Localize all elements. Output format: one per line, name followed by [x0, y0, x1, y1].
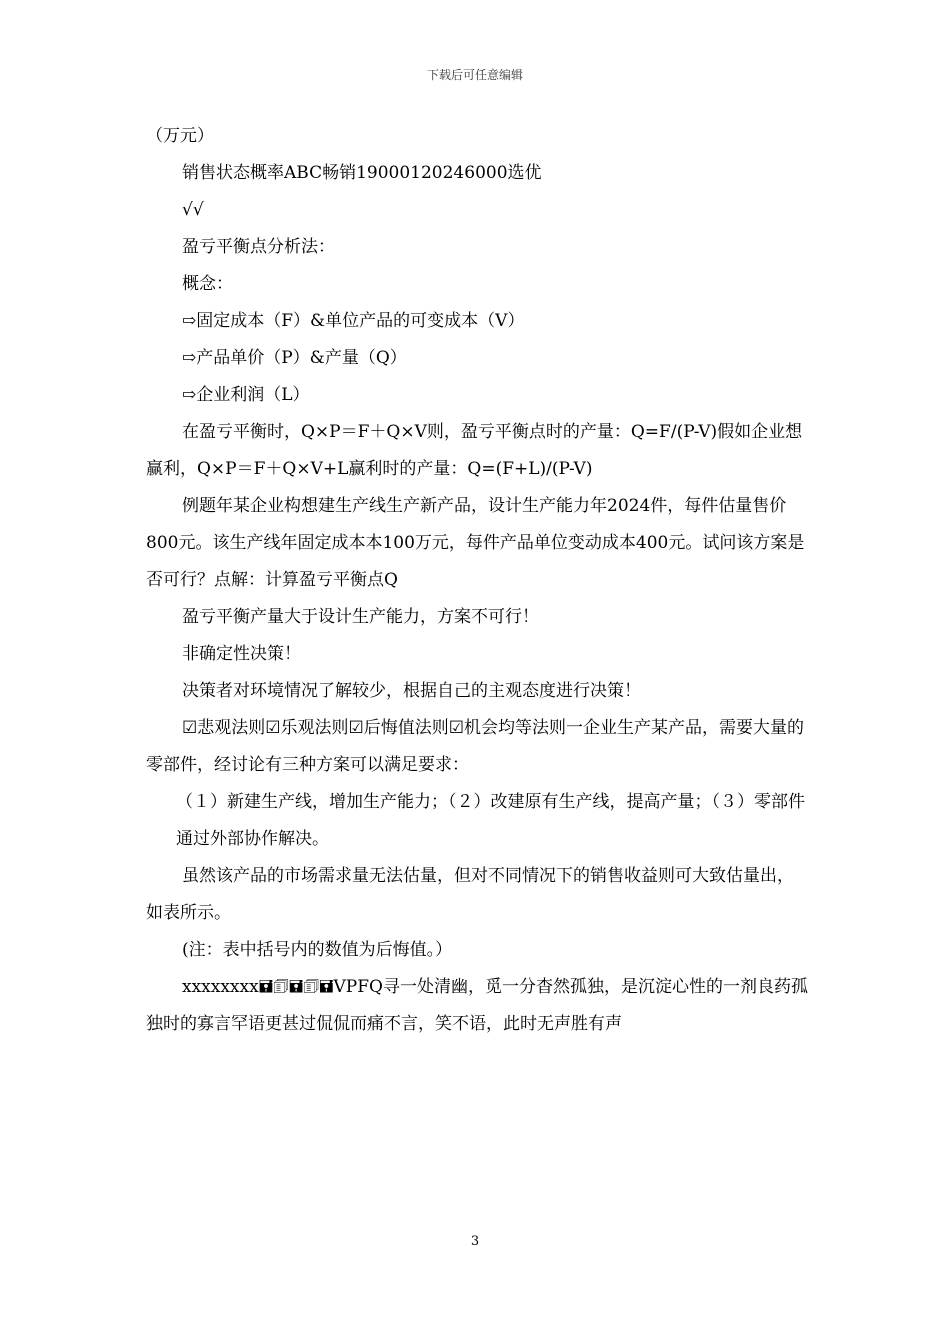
paragraph-sales-status: 销售状态概率ABC畅销19000120246000选优: [182, 163, 542, 183]
paragraph-example: 例题年某企业构想建生产线生产新产品，设计生产能力年2024件，每件估量售价800元。该生产线年固定成本本100万元，每件产品单位变动成本400元。试问该方案是否可行？点解：计算盈亏平衡点Q: [146, 496, 805, 590]
paragraph-breakeven-formula: 在盈亏平衡时，Q×P＝F＋Q×V则，盈亏平衡点时的产量：Q=F/(P-V)假如企业想赢利，Q×P＝F＋Q×V+L赢利时的产量：Q=(F+L)/(P-V): [146, 422, 803, 479]
bullet-profit: ⇨企业利润（L）: [182, 385, 310, 405]
paragraph-options: （１）新建生产线，增加生产能力；（２）改建原有生产线，提高产量；（３）零部件通过外部协作解决。: [176, 792, 805, 849]
heading-breakeven-analysis: 盈亏平衡点分析法：: [182, 237, 335, 257]
paragraph-filler-text: xxxxxxxx🖬🗊🖬🗊🖬VPFQ寻一处清幽，觅一分杳然孤独，是沉淀心性的一剂良药孤独时的寡言罕语更甚过侃侃而痛不言，笑不语，此时无声胜有声: [146, 977, 808, 1034]
paragraph-unit: （万元）: [146, 126, 214, 146]
bullet-fixed-cost: ⇨固定成本（F）&单位产品的可变成本（V）: [182, 311, 525, 331]
document-body: [146, 118, 810, 1043]
paragraph-note: (注：表中括号内的数值为后悔值。）: [182, 940, 453, 960]
bullet-unit-price: ⇨产品单价（P）&产量（Q）: [182, 348, 407, 368]
page-number: 3: [470, 1234, 480, 1249]
page-header: 下载后可任意编辑: [426, 68, 523, 82]
paragraph-decision-maker: 决策者对环境情况了解较少，根据自己的主观态度进行决策！: [182, 681, 641, 701]
paragraph-conclusion: 盈亏平衡产量大于设计生产能力，方案不可行！: [182, 607, 539, 627]
paragraph-rules: ☑悲观法则☑乐观法则☑后悔值法则☑机会均等法则一企业生产某产品，需要大量的零部件，经讨论有三种方案可以满足要求：: [146, 718, 804, 775]
heading-uncertain-decision: 非确定性决策！: [182, 644, 301, 664]
paragraph-checkmarks: √√: [182, 200, 204, 220]
paragraph-market-demand: 虽然该产品的市场需求量无法估量，但对不同情况下的销售收益则可大致估量出，如表所示。: [146, 866, 794, 923]
heading-concept: 概念：: [182, 274, 233, 294]
